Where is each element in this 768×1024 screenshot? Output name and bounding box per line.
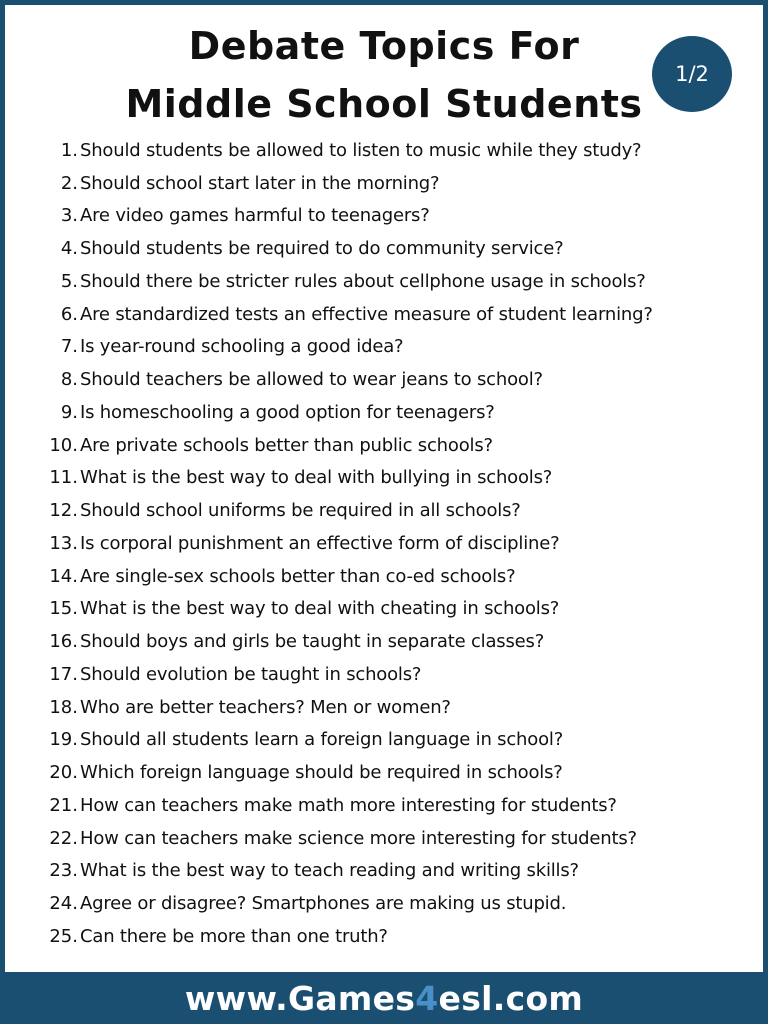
topic-text: Are video games harmful to teenagers? [80, 205, 430, 227]
topic-number: 25. [49, 925, 78, 947]
topic-text: Which foreign language should be required in schools? [80, 762, 563, 784]
topic-text: Should students be required to do community service? [80, 238, 564, 260]
topic-number: 4. [60, 238, 78, 260]
topic-text: Is homeschooling a good option for teenagers? [80, 401, 495, 423]
topic-number: 6. [60, 303, 78, 325]
topic-item [0, 265, 768, 298]
topic-item [0, 200, 768, 233]
topic-number: 11. [49, 467, 78, 489]
topic-item [0, 560, 768, 593]
topic-number: 20. [49, 762, 78, 784]
topic-item [0, 429, 768, 462]
topic-number: 7. [60, 336, 78, 358]
topic-item [0, 724, 768, 757]
topic-number: 21. [49, 794, 78, 816]
topic-text: Should all students learn a foreign language in school? [80, 729, 564, 751]
topic-text: How can teachers make science more interesting for students? [80, 827, 637, 849]
topic-number: 23. [49, 860, 78, 882]
topic-text: Should school uniforms be required in all schools? [80, 500, 521, 522]
topic-item [0, 691, 768, 724]
topic-text: What is the best way to teach reading and writing skills? [80, 860, 579, 882]
topic-number: 15. [49, 598, 78, 620]
title-line-1: Debate Topics For [188, 24, 580, 68]
topic-item [0, 593, 768, 626]
topic-text: Is corporal punishment an effective form of discipline? [80, 532, 560, 554]
topic-item [0, 855, 768, 888]
website-prefix: www.Games [184, 978, 416, 1018]
topic-item [0, 625, 768, 658]
topic-item [0, 298, 768, 331]
topic-number: 14. [49, 565, 78, 587]
topic-text: Are private schools better than public schools? [80, 434, 493, 456]
topic-text: How can teachers make math more interesting for students? [80, 794, 617, 816]
website-suffix: esl.com [438, 978, 584, 1018]
topic-item [0, 167, 768, 200]
website-link[interactable] [185, 979, 583, 1018]
topic-item [0, 232, 768, 265]
topic-text: Are standardized tests an effective measure of student learning? [80, 303, 653, 325]
topic-text: Should school start later in the morning? [80, 172, 440, 194]
topic-number: 8. [60, 369, 78, 391]
topic-number: 12. [49, 500, 78, 522]
topic-text: Should students be allowed to listen to music while they study? [80, 139, 642, 161]
page-number-badge: 1/2 [652, 36, 732, 112]
topic-item [0, 462, 768, 495]
topic-text: Can there be more than one truth? [80, 925, 388, 947]
topic-number: 9. [60, 401, 78, 423]
title-line-2: Middle School Students [125, 82, 643, 126]
topic-item [0, 527, 768, 560]
topic-text: Should there be stricter rules about cellphone usage in schools? [80, 270, 646, 292]
topic-item [0, 789, 768, 822]
topic-text: Agree or disagree? Smartphones are making us stupid. [80, 893, 567, 915]
topic-text: Who are better teachers? Men or women? [80, 696, 451, 718]
topic-text: Should boys and girls be taught in separate classes? [80, 631, 545, 653]
topic-item [0, 363, 768, 396]
topic-number: 24. [49, 893, 78, 915]
topic-number: 10. [49, 434, 78, 456]
website-accent: 4 [415, 978, 439, 1018]
topic-number: 2. [60, 172, 78, 194]
topic-list [0, 134, 768, 953]
topic-item [0, 887, 768, 920]
topic-text: Should evolution be taught in schools? [80, 663, 422, 685]
topic-number: 17. [49, 663, 78, 685]
topic-item [0, 331, 768, 364]
footer-bar [0, 972, 768, 1024]
topic-number: 3. [60, 205, 78, 227]
topic-item [0, 658, 768, 691]
topic-number: 22. [49, 827, 78, 849]
topic-item [0, 494, 768, 527]
topic-text: What is the best way to deal with bullying in schools? [80, 467, 553, 489]
topic-text: What is the best way to deal with cheating in schools? [80, 598, 560, 620]
topic-number: 1. [60, 139, 78, 161]
topic-item [0, 920, 768, 953]
topic-item [0, 396, 768, 429]
topic-text: Should teachers be allowed to wear jeans to school? [80, 369, 543, 391]
topic-text: Are single-sex schools better than co-ed schools? [80, 565, 516, 587]
topic-number: 13. [49, 532, 78, 554]
topic-number: 5. [60, 270, 78, 292]
topic-item [0, 134, 768, 167]
topic-number: 19. [49, 729, 78, 751]
topic-text: Is year-round schooling a good idea? [80, 336, 404, 358]
topic-number: 18. [49, 696, 78, 718]
topic-item [0, 822, 768, 855]
topic-number: 16. [49, 631, 78, 653]
topic-item [0, 756, 768, 789]
